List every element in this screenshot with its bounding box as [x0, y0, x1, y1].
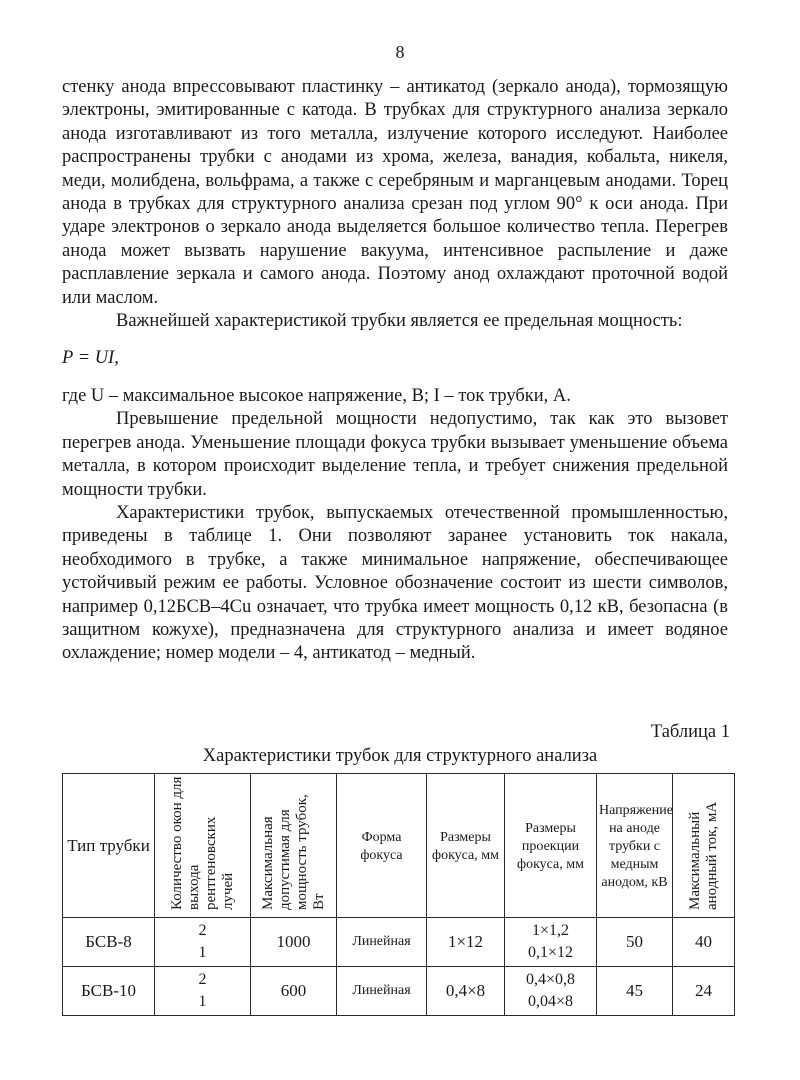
cell-voltage: 45 — [597, 967, 673, 1016]
header-current: Максимальный анодный ток, мА — [673, 774, 735, 918]
table-label: Таблица 1 — [650, 722, 730, 742]
header-type: Тип трубки — [63, 774, 155, 918]
body-text — [62, 76, 728, 666]
cell-focus-size: 1×12 — [427, 918, 505, 967]
cell-voltage: 50 — [597, 918, 673, 967]
page-number: 8 — [395, 42, 405, 62]
cell-windows: 2 1 — [155, 967, 251, 1016]
power-formula: P = UI, — [62, 348, 119, 369]
cell-type: БСВ-8 — [63, 918, 155, 967]
cell-focus-size: 0,4×8 — [427, 967, 505, 1016]
cell-windows: 2 1 — [155, 918, 251, 967]
paragraph-3: где U – максимальное высокое напряжение, В; I – ток трубки, А. — [62, 385, 571, 406]
header-voltage: Напряжение на аноде трубки с медным анодом, кВ — [597, 774, 673, 918]
paragraph-1: стенку анода впрессовывают пластинку – антикатод (зеркало анода), тормозящую электроны, эмитированные с катода. В трубках для структурного анализа зеркало анода изготавливают из того металла, излучение которого исследуют. Наиболее распространены трубки с анодами из хрома, железа, ванадия, кобальта, никеля, меди, молибдена, вольфрама, а также с серебряным и марганцевым анодами. Торец анода в трубках для структурного анализа срезан под углом 90° к оси анода. При ударе электронов о зеркало анода выделяется большое количество тепла. Перегрев анода может вызвать нарушение вакуума, интенсивное распыление и даже расплавление зеркала и самого анода. Поэтому анод охлаждают проточной водой или маслом. — [62, 77, 728, 308]
cell-focus-shape: Линейная — [337, 918, 427, 967]
cell-current: 24 — [673, 967, 735, 1016]
table-title: Характеристики трубок для структурного анализа — [202, 746, 598, 766]
cell-type: БСВ-10 — [63, 967, 155, 1016]
table-row — [63, 918, 735, 967]
header-projection-size: Размеры проекции фокуса, мм — [505, 774, 597, 918]
table-row — [63, 967, 735, 1016]
header-windows: Количество окон для выхода рентгеновских лучей — [155, 774, 251, 918]
cell-projection-size: 0,4×0,8 0,04×8 — [505, 967, 597, 1016]
cell-focus-shape: Линейная — [337, 967, 427, 1016]
header-power: Максимальная допустимая для мощность трубок, Вт — [251, 774, 337, 918]
paragraph-5: Характеристики трубок, выпускаемых отечественной промышленностью, приведены в таблице 1. Они позволяют заранее установить ток накала, необходимого в трубке, а также минимальное напряжение, обеспечивающее устойчивый режим ее работы. Условное обозначение состоит из шести символов, например 0,12БСВ–4Cu означает, что трубка имеет мощность 0,12 кВ, безопасна (в защитном кожухе), предназначена для структурного анализа и имеет водяное охлаждение; номер модели – 4, антикатод – медный. — [62, 502, 728, 664]
header-focus-shape: Форма фокуса — [337, 774, 427, 918]
cell-current: 40 — [673, 918, 735, 967]
tube-specs-table — [62, 773, 735, 1016]
cell-power: 1000 — [251, 918, 337, 967]
cell-projection-size: 1×1,2 0,1×12 — [505, 918, 597, 967]
header-focus-size: Размеры фокуса, мм — [427, 774, 505, 918]
paragraph-4: Превышение предельной мощности недопустимо, так как это вызовет перегрев анода. Уменьшение площади фокуса трубки вызывает уменьшение объема металла, в котором происходит выделение тепла, и требует снижения предельной мощности трубки. — [62, 409, 728, 500]
paragraph-2: Важнейшей характеристикой трубки является ее предельная мощность: — [116, 311, 683, 332]
cell-power: 600 — [251, 967, 337, 1016]
table-header-row — [63, 774, 735, 918]
